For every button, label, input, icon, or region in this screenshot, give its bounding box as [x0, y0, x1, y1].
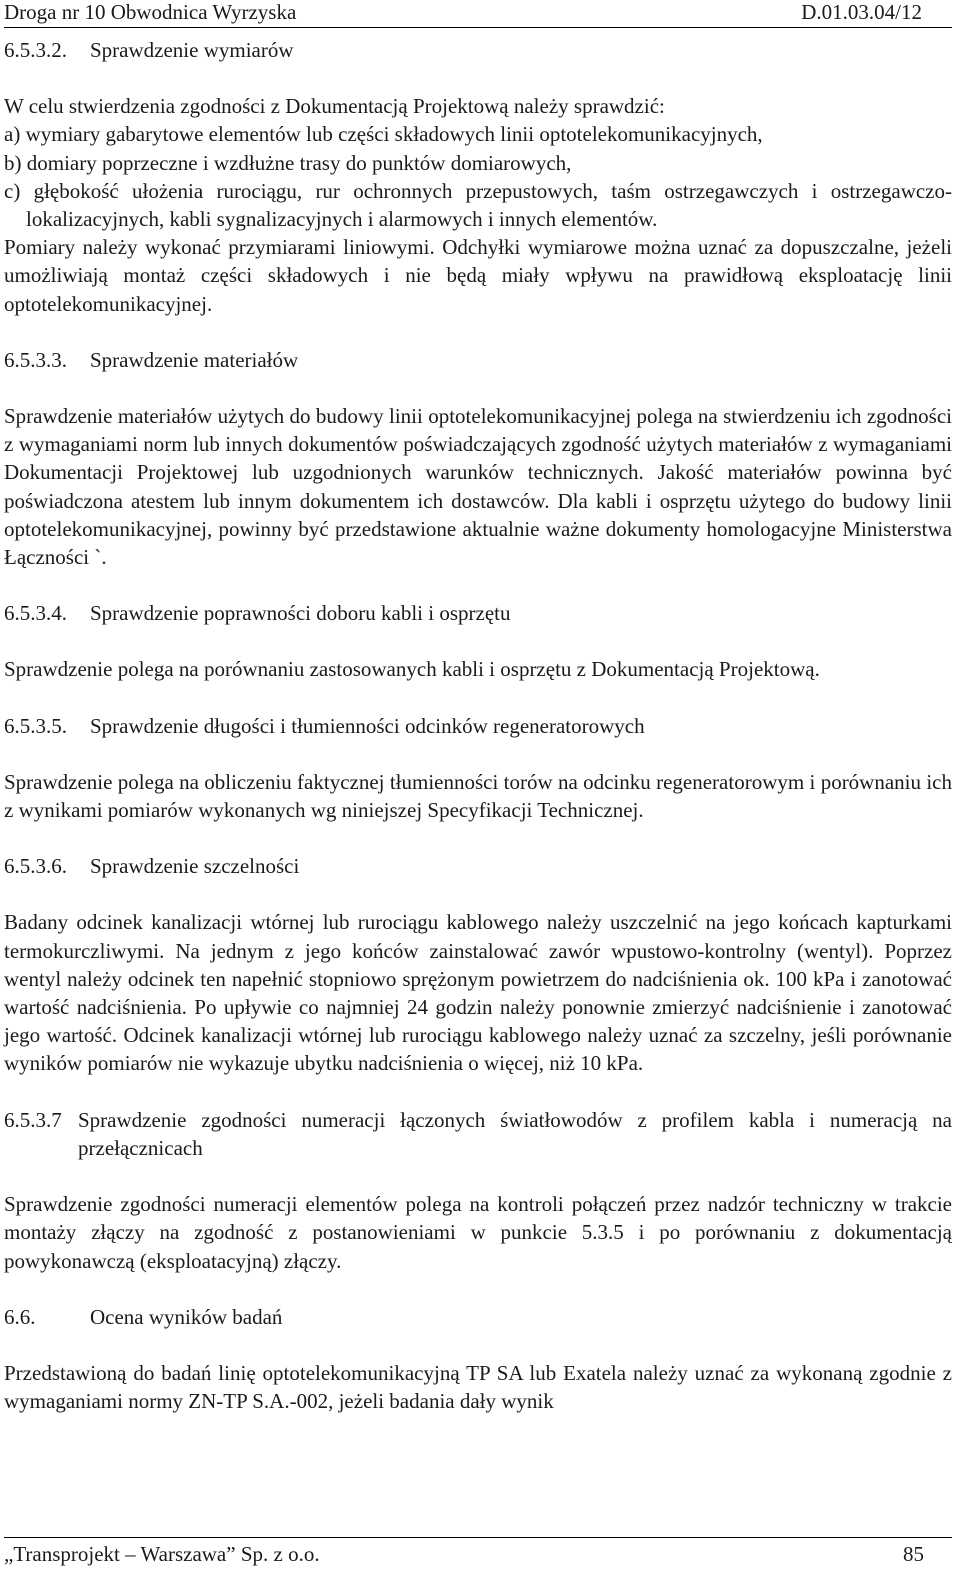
paragraph: Sprawdzenie zgodności numeracji elementów polega na kontroli połączeń przez nadzór techniczny w trakcie montaży złączy na zgodność z postanowieniami w punkcie 5.3.5 i po porównaniu z dokumentacją powykonawczą (eksploatacyjną) złączy. [4, 1192, 952, 1273]
paragraph: Sprawdzenie polega na porównaniu zastosowanych kabli i osprzętu z Dokumentacją Projektową. [4, 657, 820, 682]
section-heading [4, 1106, 952, 1162]
paragraph: W celu stwierdzenia zgodności z Dokumentacją Projektową należy sprawdzić: [4, 94, 665, 119]
page-header [4, 0, 952, 28]
list-item: b) domiary poprzeczne i wzdłużne trasy do punktów domiarowych, [4, 150, 572, 175]
section-title: Sprawdzenie wymiarów [90, 38, 294, 62]
section-title: Sprawdzenie zgodności numeracji łączonych światłowodów z profilem kabla i numeracją na przełącznicach [78, 1107, 952, 1160]
section-number: 6.5.3.6. [4, 854, 67, 879]
section-number: 6.5.3.4. [4, 601, 67, 626]
paragraph: Przedstawioną do badań linię optotelekomunikacyjną TP SA lub Exatela należy uznać za wykonaną zgodnie z wymaganiami normy ZN-TP S.A.-002, jeżeli badania dały wynik [4, 1360, 952, 1414]
paragraph: Sprawdzenie polega na obliczeniu faktycznej tłumienności torów na odcinku regeneratorowym i porównaniu ich z wynikami pomiarów wykonanych wg niniejszej Specyfikacji Technicznej. [4, 769, 952, 823]
page-footer [4, 1537, 952, 1574]
header-document-title: Droga nr 10 Obwodnica Wyrzyska [4, 0, 297, 24]
list [4, 120, 952, 233]
section-heading [4, 1303, 952, 1331]
section-heading [4, 346, 952, 374]
section-title: Sprawdzenie długości i tłumienności odcinków regeneratorowych [90, 713, 645, 738]
paragraph: Pomiary należy wykonać przymiarami liniowymi. Odchyłki wymiarowe można uznać za dopuszczalne, jeżeli umożliwiają montaż części składowych i nie będą miały wpływu na prawidłową eksploatację linii optotelekomunikacyjnej. [4, 235, 952, 316]
section-title: Sprawdzenie poprawności doboru kabli i osprzętu [90, 601, 511, 626]
section-heading [4, 599, 952, 627]
section-number: 6.5.3.7 [4, 1107, 62, 1132]
list-item: c) głębokość ułożenia rurociągu, rur ochronnych przepustowych, taśm ostrzegawczych i ostrzegawczo-lokalizacyjnych, kabli sygnalizacyjnych i alarmowych i innych elementów. [4, 178, 952, 232]
section-title: Sprawdzenie szczelności [90, 854, 300, 879]
section-number: 6.6. [4, 1304, 36, 1329]
paragraph: Badany odcinek kanalizacji wtórnej lub rurociągu kablowego należy uszczelnić na jego końcach kapturkami termokurczliwymi. Na jednym z jego końców zainstalować zawór wpustowo-kontrolny (wentyl). Poprzez wentyl należy odcinek ten napełnić stopniowo sprężonym powietrzem do nadciśnienia ok. 100 kPa i zanotować wartość nadciśnienia. Po upływie co najmniej 24 godzin należy ponownie zmierzyć nadciśnienie i zanotować jego wartość. Odcinek kanalizacji wtórnej lub rurociągu kablowego należy uznać za szczelny, jeśli porównanie wyników pomiarów nie wykazuje ubytku nadciśnienia o więcej, niż 10 kPa. [4, 910, 952, 1076]
paragraph: Sprawdzenie materiałów użytych do budowy linii optotelekomunikacyjnej polega na stwierdzeniu ich zgodności z wymaganiami norm lub innych dokumentów poświadczających zgodność użytych materiałów z wymaganiami Dokumentacji Projektowej lub uzgodnionych warunków technicznych. Jakość materiałów powinna być poświadczona atestem lub innym dokumentem ich dostawców. Dla kabli i osprzętu użytego do budowy linii optotelekomunikacyjnej, powinny być przedstawione aktualnie ważne dokumenty homologacyjne Ministerstwa Łączności `. [4, 404, 952, 570]
section-number: 6.5.3.3. [4, 347, 67, 372]
section-heading [4, 712, 952, 740]
header-spec-code: D.01.03.04/12 [801, 0, 922, 24]
footer-company: „Transprojekt – Warszawa” Sp. z o.o. [4, 1542, 320, 1566]
section-number: 6.5.3.5. [4, 713, 67, 738]
section-heading [4, 36, 952, 64]
list-item: a) wymiary gabarytowe elementów lub części składowych linii optotelekomunikacyjnych, [4, 122, 763, 147]
page-number: 85 [903, 1542, 924, 1566]
section-title: Ocena wyników badań [90, 1304, 283, 1329]
document-body [4, 36, 952, 1415]
section-number: 6.5.3.2. [4, 38, 67, 62]
section-title: Sprawdzenie materiałów [90, 347, 299, 372]
section-heading [4, 852, 952, 880]
